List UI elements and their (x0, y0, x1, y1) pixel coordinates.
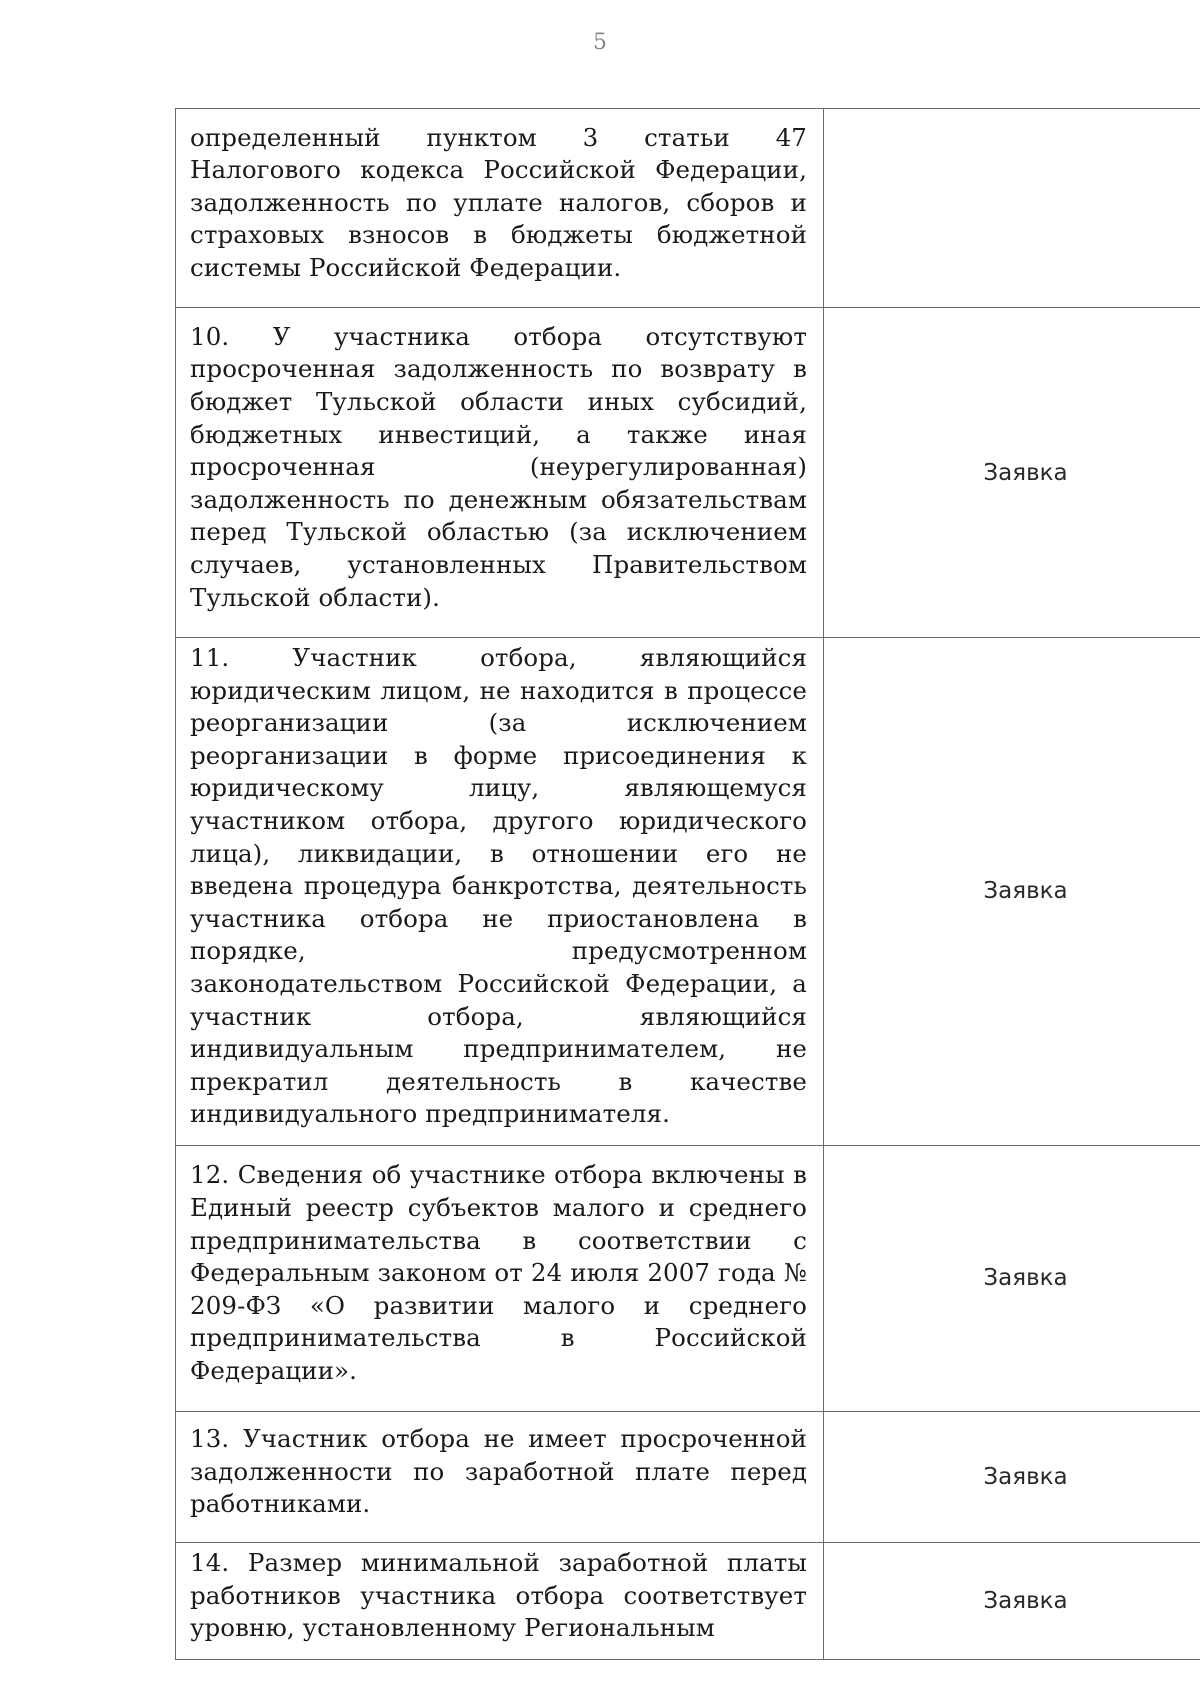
requirement-cell (176, 1542, 824, 1659)
document-cell (824, 1411, 1200, 1542)
table-row (176, 638, 1200, 1146)
requirement-text: определенный пунктом 3 статьи 47 Налогового кодекса Российской Федерации, задолженность по уплате налогов, сборов и страховых взносов в бюджеты бюджетной системы Российской Федерации. (190, 122, 807, 282)
table-row (176, 1145, 1200, 1411)
table-row (176, 1411, 1200, 1542)
requirement-cell (176, 308, 824, 638)
requirement-text: 11. Участник отбора, являющийся юридическим лицом, не находится в процессе реорганизации (за исключением реорганизации в форме присоединения к юридическому лицу, являющемуся участником отбора, другого юридического лица), ликвидации, в отношении его не введена процедура банкротства, деятельность участника отбора не приостановлена в порядке, предусмотренном законодательством Российской Федерации, а участник отбора, являющийся индивидуальным предпринимателем, не прекратил деятельность в качестве индивидуального предпринимателя. (190, 643, 807, 1129)
requirement-text: 13. Участник отбора не имеет просроченной задолженности по заработной плате перед работниками. (190, 1424, 807, 1519)
requirement-text: 14. Размер минимальной заработной платы работников участника отбора соответствует уровню, установленному Региональным (190, 1547, 807, 1643)
table-row (176, 109, 1200, 308)
document-label: Заявка (983, 1463, 1068, 1490)
document-label: Заявка (983, 459, 1068, 486)
requirement-cell (176, 1145, 824, 1411)
document-cell (824, 638, 1200, 1146)
document-label: Заявка (983, 1265, 1068, 1292)
page-number: 5 (593, 30, 607, 55)
requirement-cell (176, 109, 824, 308)
requirements-table (175, 108, 1200, 1660)
document-label: Заявка (983, 1587, 1068, 1614)
document-label: Заявка (983, 878, 1068, 905)
requirement-cell (176, 638, 824, 1146)
table-row (176, 1542, 1200, 1659)
document-cell (824, 1145, 1200, 1411)
requirement-text: 12. Сведения об участнике отбора включены в Единый реестр субъектов малого и среднего предпринимательства в соответствии с Федеральным законом от 24 июля 2007 года № 209-ФЗ «О развитии малого и среднего предпринимательства в Российской Федерации». (190, 1160, 807, 1385)
document-cell (824, 109, 1200, 308)
requirement-text: 10. У участника отбора отсутствуют просроченная задолженность по возврату в бюджет Тульской области иных субсидий, бюджетных инвестиций, а также иная просроченная (неурегулированная) задолженность по денежным обязательствам перед Тульской областью (за исключением случаев, установленных Правительством Тульской области). (190, 321, 807, 612)
requirement-cell (176, 1411, 824, 1542)
document-cell (824, 308, 1200, 638)
document-cell (824, 1542, 1200, 1659)
table-row (176, 308, 1200, 638)
